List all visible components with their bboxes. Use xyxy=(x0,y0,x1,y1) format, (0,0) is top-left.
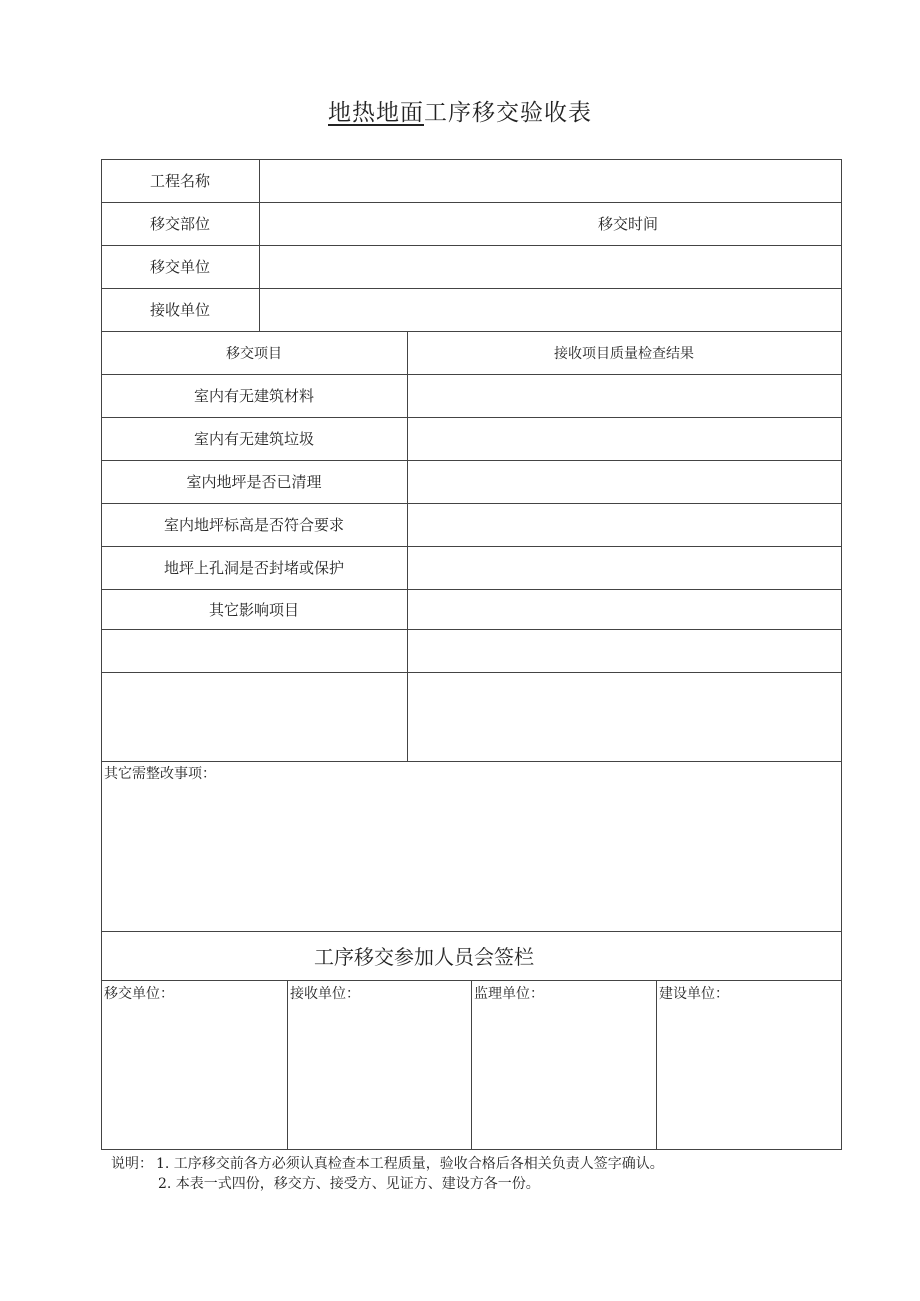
sign-construction-area[interactable] xyxy=(657,1005,841,1149)
item-row-label: 其它影响项目 xyxy=(208,600,299,619)
sign-construction-unit-label: 建设单位： xyxy=(659,986,729,1002)
sign-receiving-area[interactable] xyxy=(288,1005,471,1149)
other-items-label: 其它需整改事项： xyxy=(104,766,216,782)
page-title xyxy=(0,94,920,127)
project-name-label: 工程名称 xyxy=(149,172,210,190)
item-row-label: 室内有无建筑垃圾 xyxy=(193,430,314,448)
item-result-field[interactable] xyxy=(408,375,840,417)
notes-label: 说明： xyxy=(111,1156,153,1172)
other-items-field[interactable] xyxy=(102,783,841,931)
item-result-field[interactable] xyxy=(408,504,840,546)
item-result-field[interactable] xyxy=(408,590,840,629)
handover-unit-label: 移交单位 xyxy=(149,258,210,276)
item-row-label: 室内有无建筑材料 xyxy=(193,387,314,405)
title-rest: 工序移交验收表 xyxy=(424,100,592,126)
handover-part-label: 移交部位 xyxy=(149,215,210,233)
item-result-field[interactable] xyxy=(408,547,840,589)
sign-handover-area[interactable] xyxy=(102,1005,287,1149)
table-line xyxy=(101,1149,842,1150)
notes-line-2: 2. 本表一式四份，移交方、接受方、见证方、建设方各一份。 xyxy=(158,1176,540,1192)
blank-result-field[interactable] xyxy=(408,630,840,672)
sign-receiving-unit-label: 接收单位： xyxy=(290,986,360,1002)
blank-item-field[interactable] xyxy=(102,630,407,672)
blank-result-field[interactable] xyxy=(408,673,840,761)
blank-item-field[interactable] xyxy=(102,673,407,761)
receiving-unit-label: 接收单位 xyxy=(149,301,210,319)
handover-part-field[interactable] xyxy=(260,203,540,245)
sign-supervision-area[interactable] xyxy=(472,1005,656,1149)
sign-supervision-unit-label: 监理单位： xyxy=(474,986,544,1002)
receiving-unit-field[interactable] xyxy=(260,289,840,331)
item-row-label: 室内地坪是否已清理 xyxy=(186,473,322,491)
item-row-label: 地坪上孔洞是否封堵或保护 xyxy=(163,559,344,577)
table-line xyxy=(841,159,842,1150)
form-table xyxy=(101,159,842,1150)
items-col-header: 移交项目 xyxy=(226,345,282,362)
sign-handover-unit-label: 移交单位： xyxy=(104,986,174,1002)
item-row-label: 室内地坪标高是否符合要求 xyxy=(163,516,344,534)
results-col-header: 接收项目质量检查结果 xyxy=(554,345,694,362)
title-underlined: 地热地面 xyxy=(328,100,424,126)
handover-time-label: 移交时间 xyxy=(597,215,658,233)
table-line xyxy=(101,761,842,762)
item-result-field[interactable] xyxy=(408,461,840,503)
project-name-field[interactable] xyxy=(260,160,840,202)
handover-unit-field[interactable] xyxy=(260,246,840,288)
signature-title: 工序移交参加人员会签栏 xyxy=(314,945,534,969)
item-result-field[interactable] xyxy=(408,418,840,460)
notes-line-1: 1. 工序移交前各方必须认真检查本工程质量，验收合格后各相关负责人签字确认。 xyxy=(156,1156,664,1172)
